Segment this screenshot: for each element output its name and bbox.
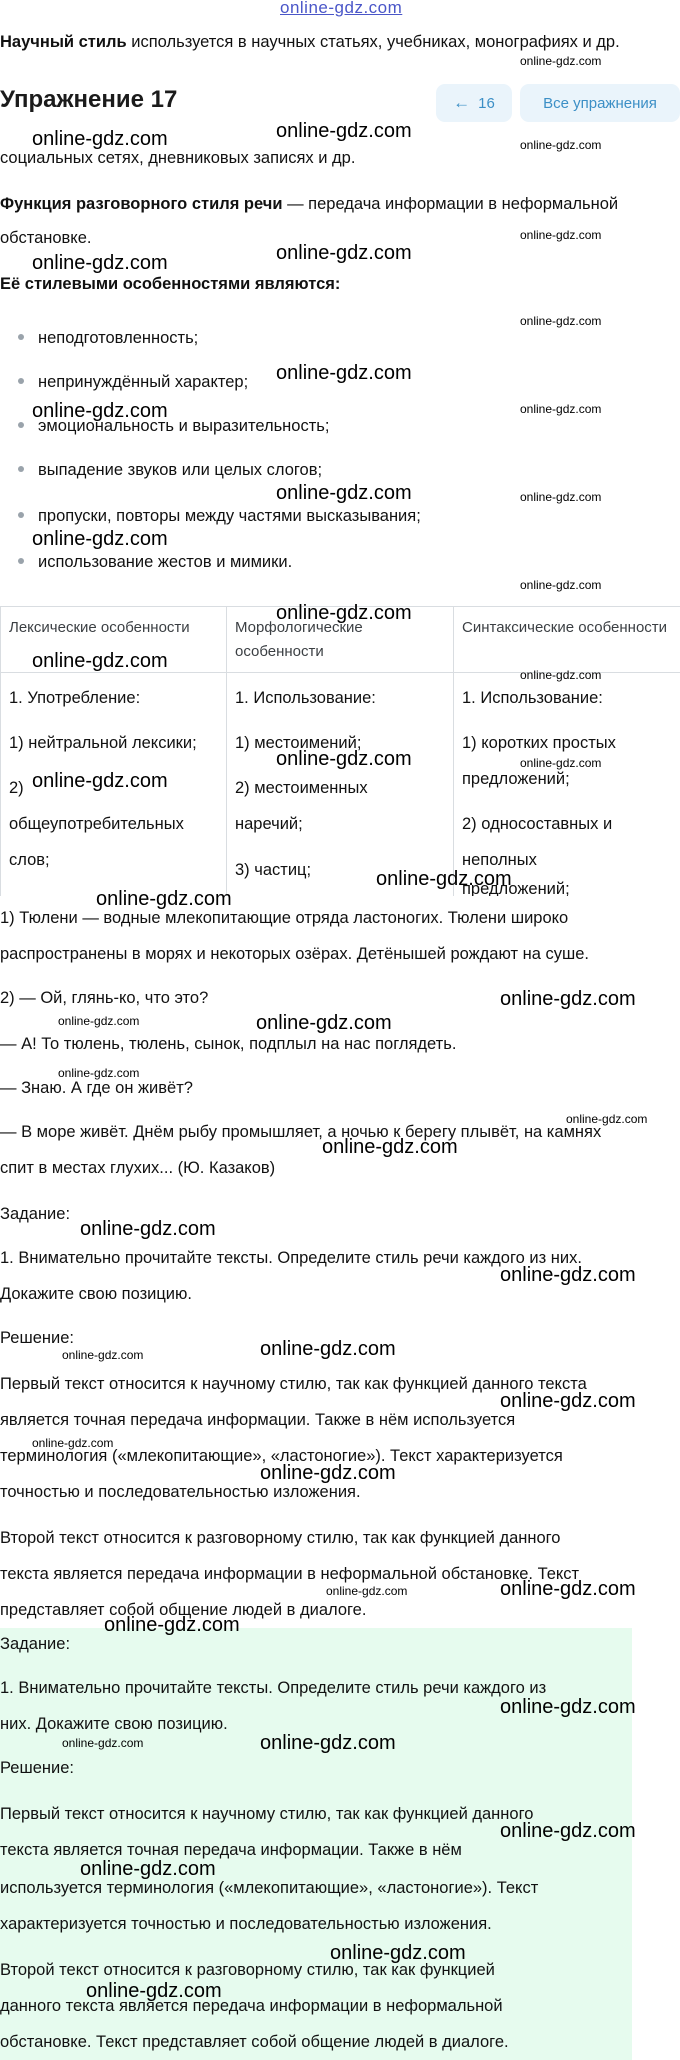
bullet-icon (18, 334, 24, 340)
watermark: online-gdz.com (86, 1980, 222, 2002)
table-header: Морфологические особенности (227, 607, 453, 673)
watermark: online-gdz.com (520, 490, 602, 504)
watermark: online-gdz.com (58, 1014, 140, 1028)
watermark: online-gdz.com (500, 1264, 636, 1286)
solution-line: текста является передача информации в неформальной обстановке. Текст (0, 1565, 580, 1583)
watermark: online-gdz.com (80, 1218, 216, 1240)
watermark: online-gdz.com (32, 400, 168, 422)
function-bold: Функция разговорного стиля речи (0, 195, 283, 213)
watermark: online-gdz.com (276, 120, 412, 142)
watermark: online-gdz.com (500, 988, 636, 1010)
intro-bold: Научный стиль (0, 33, 127, 51)
watermark: online-gdz.com (62, 1736, 144, 1750)
list-item-text: непринуждённый характер; (38, 373, 249, 391)
list-item-text: неподготовленность; (38, 329, 199, 347)
text-line: — Знаю. А где он живёт? (0, 1079, 193, 1097)
table-header: Лексические особенности (1, 607, 226, 673)
watermark: online-gdz.com (500, 1578, 636, 1600)
list-item-text: пропуски, повторы между частями высказывания; (38, 507, 421, 525)
text-line: — А! То тюлень, тюлень, сынок, подплыл на нас поглядеть. (0, 1035, 457, 1053)
watermark: online-gdz.com (520, 228, 602, 242)
table-cell-line: 2) местоименных (235, 779, 368, 797)
table-cell-line: 1. Использование: (235, 689, 376, 707)
watermark: online-gdz.com (520, 402, 602, 416)
page-title: Упражнение 17 (0, 86, 178, 113)
watermark: online-gdz.com (32, 128, 168, 150)
function-line-1 (0, 186, 618, 222)
all-exercises-label: Все упражнения (543, 94, 657, 112)
task-line: Докажите свою позицию. (0, 1285, 192, 1303)
text-line: — В море живёт. Днём рыбу промышляет, а ночью к берегу плывёт, на камнях (0, 1123, 602, 1141)
green-task-line: 1. Внимательно прочитайте тексты. Определите стиль речи каждого из (0, 1679, 547, 1697)
green-solution-line: Первый текст относится к научному стилю, так как функцией данного (0, 1805, 534, 1823)
task-line: 1. Внимательно прочитайте тексты. Определите стиль речи каждого из них. (0, 1249, 582, 1267)
watermark: online-gdz.com (322, 1136, 458, 1158)
watermark: online-gdz.com (520, 578, 602, 592)
list-item (18, 320, 198, 356)
table-cell-line: наречий; (235, 815, 303, 833)
text-line: 1) Тюлени — водные млекопитающие отряда ластоногих. Тюлени широко (0, 909, 569, 927)
table-cell-line: 3) частиц; (235, 861, 312, 879)
table-cell-line: 2) (9, 779, 24, 797)
green-solution-line: используется терминология («млекопитающие», «ластоногие»). Текст (0, 1879, 539, 1897)
green-solution-line: текста является точная передача информации. Также в нём (0, 1841, 462, 1859)
all-exercises-button[interactable] (520, 84, 680, 122)
watermark: online-gdz.com (326, 1584, 408, 1598)
table-cell-line: общеупотребительных (9, 815, 184, 833)
table-cell-line: 1) нейтральной лексики; (9, 734, 197, 752)
watermark: online-gdz.com (104, 1614, 240, 1636)
watermark: online-gdz.com (276, 748, 412, 770)
watermark: online-gdz.com (500, 1696, 636, 1718)
bullet-icon (18, 512, 24, 518)
watermark: online-gdz.com (520, 138, 602, 152)
watermark: online-gdz.com (500, 1390, 636, 1412)
watermark: online-gdz.com (256, 1012, 392, 1034)
text-line: распространены в морях и некоторых озёрах. Детёнышей рождают на суше. (0, 945, 590, 963)
watermark: online-gdz.com (58, 1066, 140, 1080)
green-solution-line: данного текста является передача информации в неформальной (0, 1997, 503, 2015)
watermark: online-gdz.com (376, 868, 512, 890)
list-item-text: эмоциональность и выразительность; (38, 417, 330, 435)
watermark: online-gdz.com (566, 1112, 648, 1126)
solution-line: представляет собой общение людей в диалоге. (0, 1601, 367, 1619)
solution-line: Первый текст относится к научному стилю, так как функцией данного текста (0, 1375, 587, 1393)
features-heading: Её стилевыми особенностями являются: (0, 275, 341, 293)
table-cell-line: предложений; (462, 770, 570, 788)
intro-rest: используется в научных статьях, учебниках, монографиях и др. (126, 33, 620, 51)
task-label: Задание: (0, 1205, 71, 1223)
solution-line: является точная передача информации. Также в нём используется (0, 1411, 516, 1429)
table-cell-line: 1) местоимений; (235, 734, 362, 752)
green-solution-label: Решение: (0, 1759, 74, 1777)
watermark: online-gdz.com (96, 888, 232, 910)
function-line-2: обстановке. (0, 229, 92, 247)
green-task-label: Задание: (0, 1635, 71, 1653)
watermark: online-gdz.com (32, 650, 168, 672)
table-header: Синтаксические особенности (454, 607, 680, 673)
list-item (18, 364, 248, 400)
bullet-icon (18, 466, 24, 472)
watermark: online-gdz.com (260, 1732, 396, 1754)
watermark: online-gdz.com (276, 242, 412, 264)
watermark: online-gdz.com (520, 756, 602, 770)
watermark: online-gdz.com (260, 1462, 396, 1484)
watermark: online-gdz.com (520, 54, 602, 68)
watermark: online-gdz.com (32, 252, 168, 274)
table-cell-line: 2) односоставных и (462, 815, 613, 833)
solution-line: Второй текст относится к разговорному стилю, так как функцией данного (0, 1529, 561, 1547)
solution-label: Решение: (0, 1329, 74, 1347)
watermark: online-gdz.com (330, 1942, 466, 1964)
table-cell-line: 1. Употребление: (9, 689, 141, 707)
bullet-icon (18, 378, 24, 384)
watermark: online-gdz.com (260, 1338, 396, 1360)
watermark: online-gdz.com (520, 314, 602, 328)
bullet-icon (18, 558, 24, 564)
text-line: спит в местах глухих... (Ю. Казаков) (0, 1159, 276, 1177)
watermark: online-gdz.com (520, 668, 602, 682)
prev-exercise-label: 16 (478, 94, 495, 112)
watermark: online-gdz.com (32, 770, 168, 792)
table-cell-line: предложений; (462, 880, 570, 896)
green-solution-line: обстановке. Текст представляет собой общение людей в диалоге. (0, 2033, 509, 2051)
table-cell-line: 1. Использование: (462, 689, 603, 707)
watermark: online-gdz.com (80, 1858, 216, 1880)
watermark: online-gdz.com (32, 1436, 114, 1450)
solution-line: терминология («млекопитающие», «ластоногие»). Текст характеризуется (0, 1447, 563, 1465)
green-task-line: них. Докажите свою позицию. (0, 1715, 228, 1733)
list-item-text: использование жестов и мимики. (38, 553, 293, 571)
table-cell-line: 1) коротких простых (462, 734, 616, 752)
table-cell-line: слов; (9, 851, 50, 869)
watermark: online-gdz.com (276, 602, 412, 624)
text-line: 2) — Ой, глянь-ко, что это? (0, 989, 209, 1007)
green-solution-line: характеризуется точностью и последовательностью изложения. (0, 1915, 492, 1933)
watermark: online-gdz.com (276, 362, 412, 384)
solution-line: точностью и последовательностью изложения. (0, 1483, 361, 1501)
watermark: online-gdz.com (62, 1348, 144, 1362)
green-solution-line: Второй текст относится к разговорному стилю, так как функцией (0, 1961, 495, 1979)
list-item-text: выпадение звуков или целых слогов; (38, 461, 323, 479)
arrow-left-icon: ← (453, 93, 471, 112)
table-column-syntactic (454, 607, 680, 896)
prev-exercise-button[interactable] (436, 84, 512, 122)
table-cell-line: неполных (462, 851, 537, 869)
function-rest: — передача информации в неформальной (282, 195, 619, 213)
watermark: online-gdz.com (32, 528, 168, 550)
site-logo[interactable]: online-gdz.com (280, 0, 403, 17)
watermark: online-gdz.com (500, 1820, 636, 1842)
bullet-icon (18, 422, 24, 428)
partial-line: социальных сетях, дневниковых записях и др. (0, 149, 356, 167)
watermark: online-gdz.com (276, 482, 412, 504)
